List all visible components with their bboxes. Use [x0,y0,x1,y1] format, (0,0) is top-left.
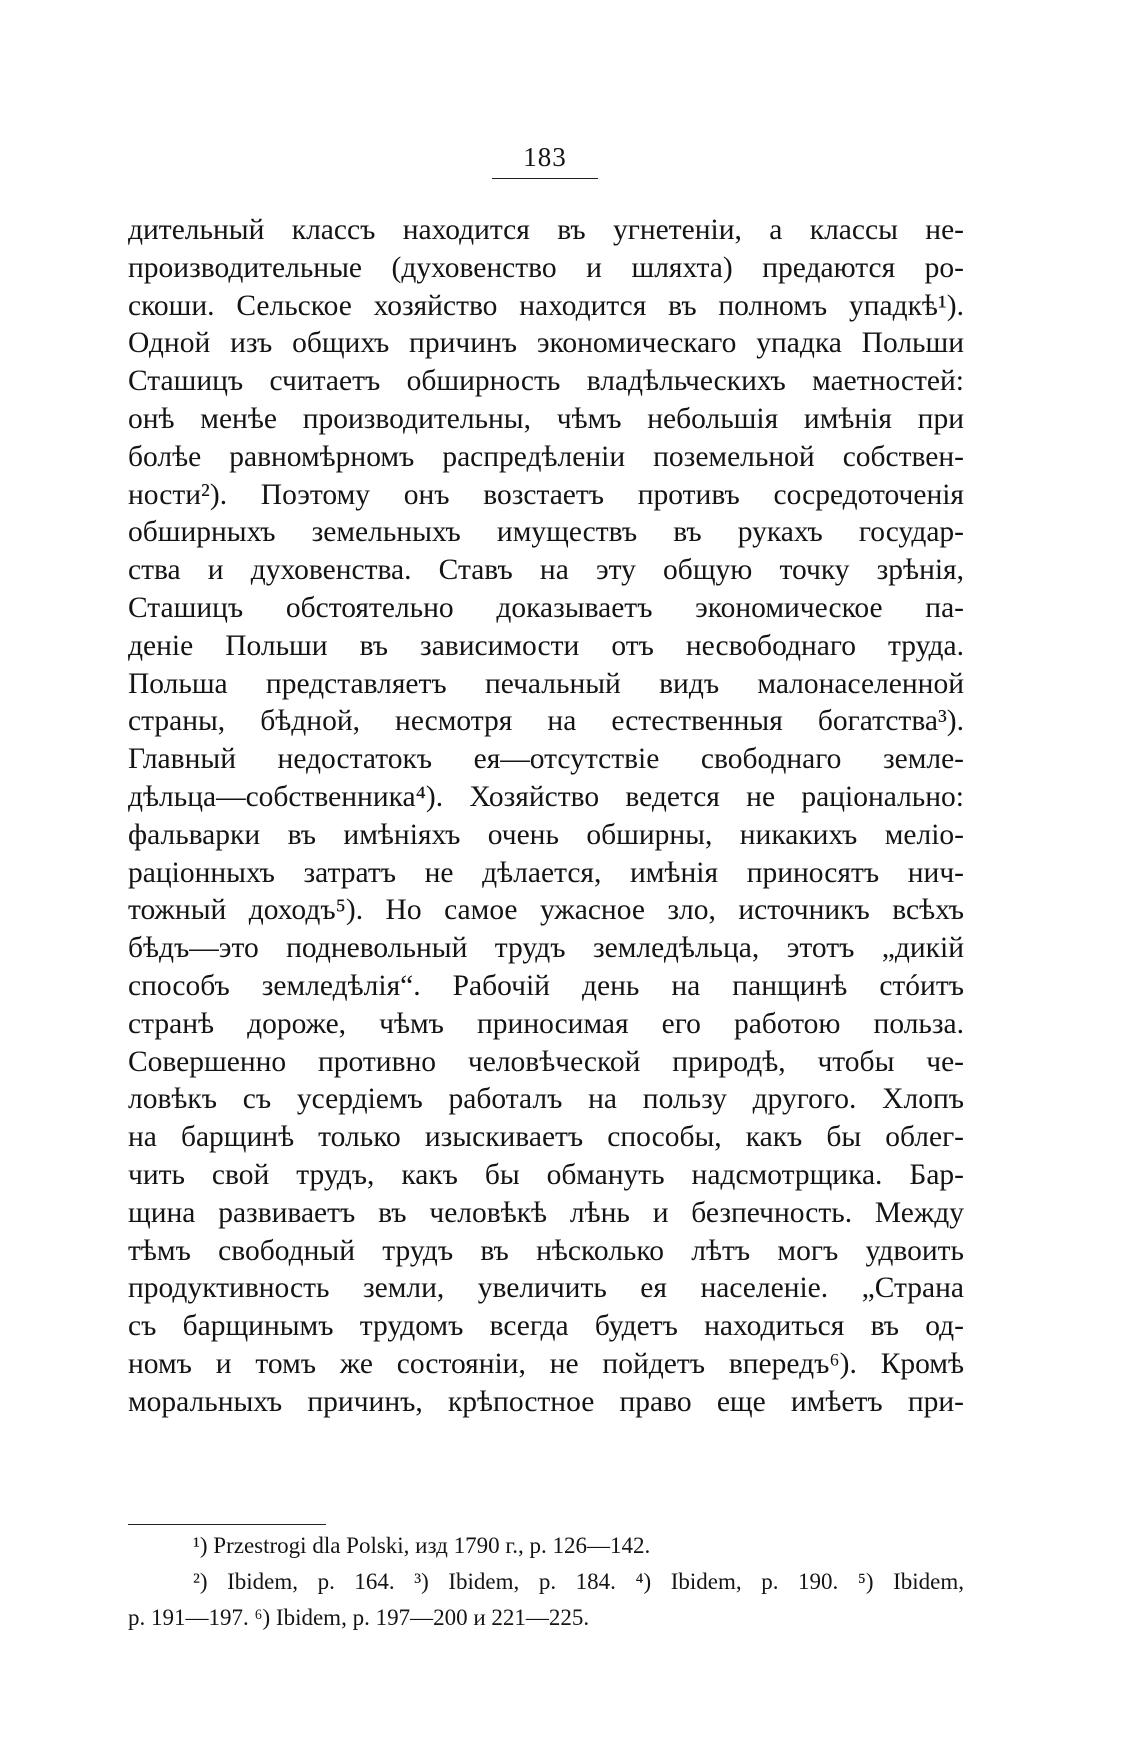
text-line: ловѣкъ съ усердіемъ работалъ на пользу другого. Хлопъ [128,1083,964,1116]
text-line: странѣ дороже, чѣмъ приносимая его работою польза. [128,1007,964,1040]
text-line: способъ земледѣлія“. Рабочій день на панщинѣ стóитъ [128,969,964,1002]
page-number-rule [492,178,598,179]
footnote-line: ²) Ibidem, p. 164. ³) Ibidem, p. 184. ⁴) Ibidem, p. 190. ⁵) Ibidem, [193,1569,964,1594]
text-line: обширныхъ земельныхъ имуществъ въ рукахъ государ- [128,516,964,549]
text-line: онѣ менѣе производительны, чѣмъ небольшія имѣнія при [128,402,964,435]
body-text [128,212,964,1422]
text-line: бѣдъ—это подневольный трудъ земледѣльца, этотъ „дикій [128,932,964,965]
text-line: Совершенно противно человѣческой природѣ, чтобы че- [128,1045,964,1078]
text-line: фальварки въ имѣніяхъ очень обширны, никакихъ меліо- [128,818,964,851]
text-line: Сташицъ обстоятельно доказываетъ экономическое па- [128,591,964,624]
text-line: скоши. Сельское хозяйство находится въ полномъ упадкѣ¹). [128,289,964,322]
text-line: ства и духовенства. Ставъ на эту общую точку зрѣнія, [128,554,964,587]
text-line: производительные (духовенство и шляхта) предаются ро- [128,251,964,284]
text-line: дѣльца—собственника⁴). Хозяйство ведется не раціонально: [128,780,964,813]
text-line: номъ и томъ же состояніи, не пойдетъ впередъ⁶). Кромѣ [128,1347,964,1380]
text-line: Польша представляетъ печальный видъ малонаселенной [128,667,964,700]
text-line: деніе Польши въ зависимости отъ несвободнаго труда. [128,629,964,662]
text-line: тѣмъ свободный трудъ въ нѣсколько лѣтъ могъ удвоить [128,1234,964,1267]
footnotes [128,1528,964,1636]
text-line: страны, бѣдной, несмотря на естественныя богатства³). [128,705,964,738]
text-line: съ барщинымъ трудомъ всегда будетъ находиться въ од- [128,1310,964,1343]
text-line: щина развиваетъ въ человѣкѣ лѣнь и безпечность. Между [128,1196,964,1229]
text-line: раціонныхъ затратъ не дѣлается, имѣнія приносятъ нич- [128,856,964,889]
text-line: чить свой трудъ, какъ бы обмануть надсмотрщика. Бар- [128,1158,964,1191]
text-line: Главный недостатокъ ея—отсутствіе свободнаго земле- [128,743,964,776]
footnote-line: p. 191—197. ⁶) Ibidem, p. 197—200 и 221—225. [128,1605,590,1630]
footnote-rule [128,1524,326,1525]
footnote-line: ¹) Przestrogi dla Polski, изд 1790 г., p. 126—142. [193,1533,651,1558]
text-line: моральныхъ причинъ, крѣпостное право еще имѣетъ при- [128,1385,964,1418]
text-line: продуктивность земли, увеличить ея населеніе. „Страна [128,1272,964,1305]
text-line: болѣе равномѣрномъ распредѣленіи поземельной собствен- [128,440,964,473]
text-line: дительный классъ находится въ угнетеніи, а классы не- [128,214,964,246]
text-line: на барщинѣ только изыскиваетъ способы, какъ бы облег- [128,1121,964,1154]
page-number: 183 [523,142,567,172]
text-line: ности²). Поэтому онъ возстаетъ противъ сосредоточенія [128,478,964,511]
text-line: тожный доходъ⁵). Но самое ужасное зло, источникъ всѣхъ [128,894,964,927]
text-line: Сташицъ считаетъ обширность владѣльческихъ маетностей: [128,365,964,398]
text-line: Одной изъ общихъ причинъ экономическаго упадка Польши [128,327,964,360]
